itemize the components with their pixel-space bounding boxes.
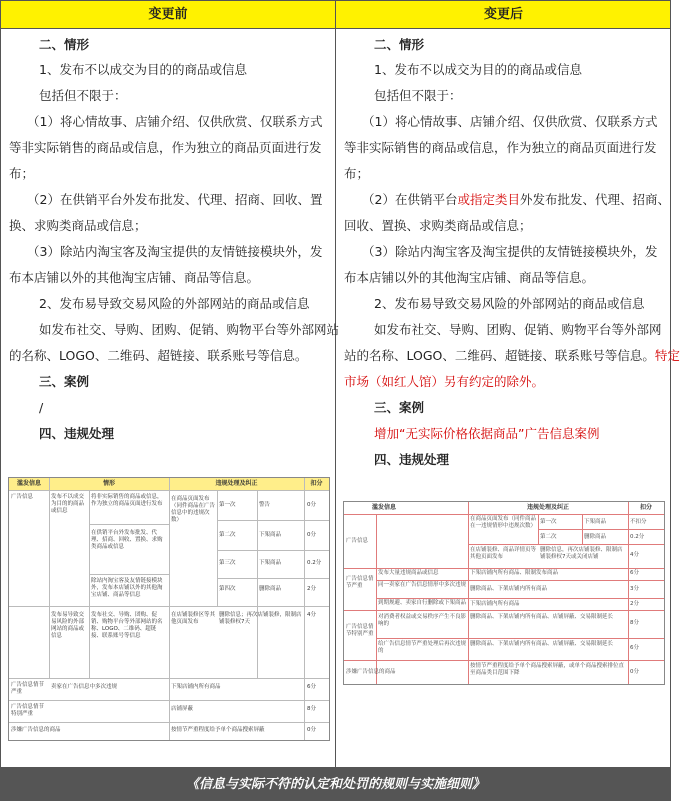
table-cell: 卖家在广告信息中多次违规 [51,684,118,690]
table-rule [376,638,664,639]
text-line: （1）将心情故事、店铺介绍、仅供欣赏、仅联系方式 [362,114,658,129]
item-heading: 2、发布易导致交易风险的外部网站的商品或信息 [374,296,645,311]
table-cell: 4分 [307,612,316,618]
section-title: 四、违规处理 [374,452,450,467]
table-cell: 广告信息情节严重 [346,576,374,589]
table-cell: 6分 [630,570,639,576]
table-rule [217,550,329,551]
table-cell: 删除商品 [584,534,607,540]
table-cell: 0分 [630,669,639,675]
text-line: （2）在供销平台外发布批发、代理、招商、回收、置 [27,192,323,207]
table-cell: 删除商品 [259,586,282,592]
table-rule [468,502,469,684]
table-cell: 广告信息情节特别严重 [11,704,45,717]
table-cell: 发布大量违规商品或信息 [378,570,439,576]
table-cell: 删除商品、下架店铺内所有商品、店铺屏蔽、交易限制延长 [470,614,614,620]
table-rule [9,678,329,679]
table-header: 滥发信息 [16,480,41,487]
table-rule [344,610,664,611]
text-fragment: （2）在供销平台 [362,192,458,207]
table-header: 扣分 [639,504,652,511]
table-cell: 删除信息；再次店铺装修，限制店铺装修权7天 [219,612,302,625]
text-line: 回收、置换、求购类商品或信息； [344,218,532,233]
table-cell: 0.2分 [630,534,645,540]
text-line: 布； [344,166,370,181]
table-header: 滥发信息 [371,504,396,511]
table-rule [344,568,664,569]
text-line: 布本店铺以外的其他淘宝店铺、商品等信息。 [9,270,260,285]
table-cell: 涉嫌广告信息的商品 [346,669,396,675]
rule-document-link[interactable]: 《信息与实际不符的认定和处罚的规则与实施细则》 [0,768,671,801]
table-rule [217,490,218,606]
table-cell: 下架商品 [584,519,607,525]
table-cell: 2分 [307,586,316,592]
table-rule [538,529,664,530]
table-cell: 给广告信息情节严重处理后再次违规的 [378,641,467,654]
table-cell: 第一次 [219,502,236,508]
table-rule [89,524,169,525]
table-cell: 店铺屏蔽 [171,706,194,712]
table-cell: 下架店铺内所有商品 [171,684,221,690]
text-line: （3）除站内淘宝客及淘宝提供的友情链接模块外，发 [362,244,658,259]
section-title: 二、情形 [374,37,425,52]
table-cell: 到期规避、卖家自行删除或下架商品 [378,600,467,606]
table-cell: 按情节严重程度给予单个商品搜索屏蔽，或单个商品搜索排位直至商品类目范围下降 [470,663,625,676]
before-penalty-table [8,477,330,741]
text-line: 如发布社交、导购、团购、促销、购物平台等外部网站 [39,322,340,337]
table-cell: 第二次 [219,532,236,538]
table-header: 情形 [102,480,115,487]
table-cell: 删除信息，再次店铺装修、限制店铺装修权7天或关闭店铺 [540,547,623,560]
table-cell: 6分 [630,645,639,651]
table-cell: 0.2分 [307,560,322,566]
table-rule [89,490,90,678]
table-rule [376,598,664,599]
table-cell: 0分 [307,532,316,538]
table-cell: 在商品页面发布（同件商品在一违规情形中违规次数） [470,516,537,529]
text-line: （3）除站内淘宝客及淘宝提供的友情链接模块外，发 [27,244,323,259]
table-cell: 6分 [307,684,316,690]
section-title: 四、违规处理 [39,426,115,441]
table-rule [217,520,329,521]
text-line: （1）将心情故事、店铺介绍、仅供欣赏、仅联系方式 [27,114,323,129]
table-rule [217,578,329,579]
table-cell: 发布社交、导购、团购、促销、购物平台等外部网站的名称、LOGO、二维码、超链接、联系账号等信息 [91,612,163,639]
text-line: 如发布社交、导购、团购、促销、购物平台等外部网 [374,322,662,337]
table-rule [344,514,664,515]
table-rule [49,478,50,678]
table-cell: 对消费者权益或交易秩序产生不良影响的 [378,614,467,627]
table-cell: 在店铺装修、商品详情页等其他页面发布 [470,547,537,560]
table-header: 违规处理及纠正 [215,480,258,487]
table-cell: 涉嫌广告信息的商品 [11,727,61,733]
table-rule [9,700,329,701]
table-cell: 下架店铺内所有商品 [470,601,520,607]
text-line: 布； [9,166,35,181]
table-cell: 按情节严重程度给予单个商品搜索屏蔽 [171,727,265,733]
table-cell: 8分 [307,706,316,712]
table-rule [89,574,169,575]
table-cell: 第一次 [540,519,557,525]
header-before: 变更前 [148,7,188,22]
table-cell: 第二次 [540,534,557,540]
table-cell: 3分 [630,586,639,592]
table-cell: 2分 [630,601,639,607]
table-cell: 8分 [630,620,639,626]
text-line [362,192,670,208]
text-fragment: 站的名称、LOGO、二维码、超链接、联系账号等信息。 [344,348,655,363]
table-cell: 不扣分 [630,519,647,525]
table-cell: 0分 [307,727,316,733]
table-cell: 删除商品、下架店铺内所有商品、店铺屏蔽、交易限制延长 [470,641,614,647]
text-line: 等非实际销售的商品或信息，作为独立的商品页面进行发 [9,140,322,155]
table-cell: 下架商品 [259,560,282,566]
table-cell: 在商品页面发布（同件商品在广告信息中的违规次数） [171,496,216,523]
text-line: 换、求购类商品或信息； [9,218,147,233]
table-cell: 在供销平台外发布批发、代理、招商、回收、置换、求购类商品或信息 [91,530,163,550]
item-heading: 1、发布不以成交为目的的商品或信息 [374,62,582,77]
table-cell: 发布不以成交为目的的商品或信息 [51,494,85,514]
section-title: 二、情形 [39,37,90,52]
text-line [344,348,680,364]
table-header: 扣分 [310,480,323,487]
text-fragment: 外发布批发、代理、招商、 [519,192,670,207]
table-cell: 广告信息情节严重 [11,682,45,695]
changed-text: 市场（如红人馆）另有约定的除外。 [344,374,545,389]
table-cell: 警告 [259,502,271,508]
table-header: 违规处理及纠正 [526,504,569,511]
table-cell: 广告信息 [346,538,369,544]
table-rule [376,580,664,581]
section-title: 三、案例 [39,374,90,389]
table-cell: 第三次 [219,560,236,566]
table-cell: 将非实际销售的商品或信息，作为独立的商品页面进行发布 [91,494,163,507]
item-heading: 2、发布易导致交易风险的外部网站的商品或信息 [39,296,310,311]
header-after: 变更后 [483,7,523,22]
case-placeholder: / [39,400,44,415]
table-cell: 0分 [307,502,316,508]
table-rule [344,660,664,661]
item-heading: 1、发布不以成交为目的的商品或信息 [39,62,247,77]
table-cell: 删除商品、下架店铺内所有商品 [470,586,548,592]
changed-text: 特定 [654,348,680,363]
text-line: 包括但不限于： [374,88,462,103]
table-cell: 广告信息情节特别严重 [346,624,374,637]
column-divider [335,1,336,767]
table-cell: 下架店铺内所有商品、限制发布商品 [470,570,559,576]
table-rule [9,722,329,723]
table-cell: 在店铺装修区等其他页面发布 [171,612,216,625]
table-cell: 发布易导致交易风险的外部网站的商品或信息 [51,612,85,639]
table-rule [257,490,258,678]
table-cell: 同一卖家在广告信息情形中多次违规 [378,582,467,588]
table-rule [9,606,329,607]
text-line: 布本店铺以外的其他淘宝店铺、商品等信息。 [344,270,595,285]
changed-text: 增加“无实际价格依据商品”广告信息案例 [374,426,600,441]
text-line: 等非实际销售的商品或信息，作为独立的商品页面进行发 [344,140,657,155]
table-cell: 4分 [630,552,639,558]
table-cell: 广告信息 [11,494,34,500]
table-rule [468,544,664,545]
table-cell: 除站内淘宝客及友情链接模块外，发布本店铺以外的其他淘宝店铺、商品等信息 [91,578,163,598]
table-cell: 第四次 [219,586,236,592]
section-title: 三、案例 [374,400,425,415]
text-line: 包括但不限于： [39,88,127,103]
changed-text: 或指定类目 [457,192,520,207]
table-rule [376,514,377,684]
text-line: 的名称、LOGO、二维码、超链接、联系账号等信息。 [9,348,308,363]
table-cell: 下架商品 [259,532,282,538]
after-penalty-table [343,501,665,685]
